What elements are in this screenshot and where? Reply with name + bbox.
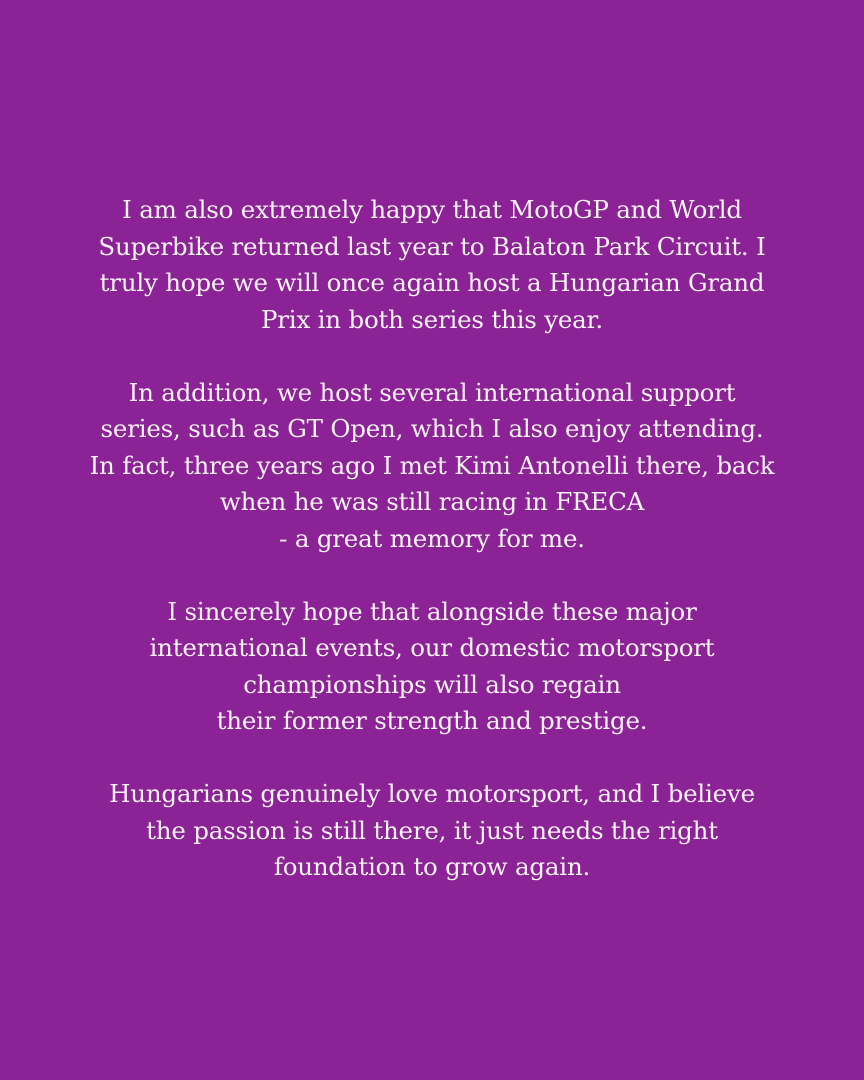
paragraph-domestic-championships xyxy=(40,594,824,740)
text-line: the passion is still there, it just needs the right xyxy=(146,815,718,845)
paragraph-passion xyxy=(40,776,824,886)
text-line: I sincerely hope that alongside these major xyxy=(167,596,697,626)
text-line: I am also extremely happy that MotoGP and World xyxy=(122,195,742,224)
text-line: championships will also regain xyxy=(243,669,621,699)
text-line: Superbike returned last year to Balaton Park Circuit. I xyxy=(98,231,766,261)
paragraph-support-series xyxy=(40,375,824,558)
paragraph-motogp xyxy=(40,192,824,338)
text-line: Prix in both series this year. xyxy=(261,304,603,334)
text-line: their former strength and prestige. xyxy=(216,706,648,735)
text-line: - a great memory for me. xyxy=(279,523,585,553)
text-line: In addition, we host several international support xyxy=(128,377,736,407)
text-line: In fact, three years ago I met Kimi Antonelli there, back xyxy=(89,450,775,480)
text-line: international events, our domestic motorsport xyxy=(149,633,715,662)
text-line: foundation to grow again. xyxy=(273,852,591,881)
text-line: when he was still racing in FRECA xyxy=(219,487,645,516)
text-line: Hungarians genuinely love motorsport, and I believe xyxy=(109,779,755,808)
quote-text-block xyxy=(40,192,824,886)
text-line: series, such as GT Open, which I also enjoy attending. xyxy=(100,414,764,443)
text-line: truly hope we will once again host a Hungarian Grand xyxy=(99,268,765,297)
